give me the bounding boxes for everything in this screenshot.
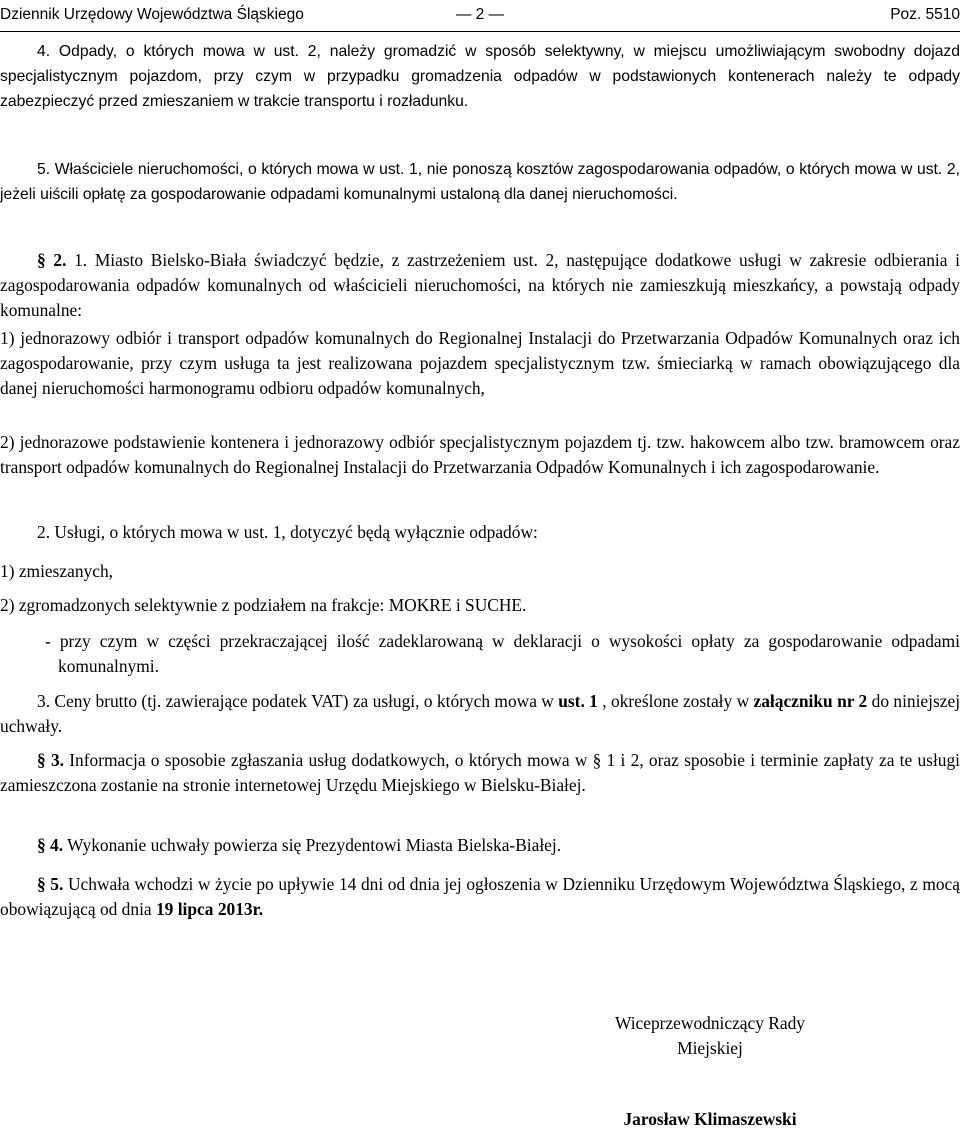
section-3-number: § 3.	[37, 750, 64, 770]
effective-date: 19 lipca 2013r.	[155, 899, 264, 919]
section-5-number: § 5.	[37, 874, 64, 894]
paragraph-2-2: 2. Usługi, o których mowa w ust. 1, dotyczyć będą wyłącznie odpadów:	[37, 522, 538, 542]
page-header	[0, 0, 960, 32]
page-number: — 2 —	[455, 6, 505, 23]
attachment-ref: załączniku nr 2	[753, 691, 868, 711]
list-item-2-2-2: 2) zgromadzonych selektywnie z podziałem na frakcje: MOKRE i SUCHE.	[0, 595, 527, 615]
position-number: Poz. 5510	[890, 6, 960, 23]
signature-name: Jarosław Klimaszewski	[623, 1109, 797, 1129]
paragraph-3: § 3. Informacja o sposobie zgłaszania usług dodatkowych, o których mowa w § 1 i 2, oraz sposobie i terminie zapłaty za te usługi zamieszczona zostanie na stronie internetowej Urzędu Miejskiego w Bielsku-Białej.	[0, 750, 960, 795]
list-item-2-2-1: 1) zmieszanych,	[0, 561, 113, 581]
paragraph-1-4: 4. Odpady, o których mowa w ust. 2, należy gromadzić w sposób selektywny, w miejscu umożliwiającym swobodny dojazd specjalistycznym pojazdom, przy czym w przypadku gromadzenia odpadów w podstawionych kontenerach należy te odpady zabezpieczyć przed zmieszaniem w trakcie transportu i rozładunku.	[0, 43, 960, 110]
section-2-intro: 1. Miasto Bielsko-Biała świadczyć będzie, z zastrzeżeniem ust. 2, następujące dodatkowe usługi w zakresie odbierania i zagospodarowania odpadów komunalnych od właścicieli nieruchomości, na których nie zamieszkują mieszkańcy, a powstają odpady komunalne:	[0, 250, 960, 320]
paragraph-1-5: 5. Właściciele nieruchomości, o których mowa w ust. 1, nie ponoszą kosztów zagospodarowania odpadów, o których mowa w ust. 2, jeżeli uiścili opłatę za gospodarowanie odpadami komunalnymi ustaloną dla danej nieruchomości.	[0, 161, 960, 203]
signature-title: Wiceprzewodniczący Rady Miejskiej	[614, 1013, 805, 1058]
list-dash-note: - przy czym w części przekraczającej ilość zadeklarowaną w deklaracji o wysokości opłaty za gospodarowanie odpadami komunalnymi.	[45, 631, 960, 676]
journal-title: Dziennik Urzędowy Województwa Śląskiego	[0, 6, 304, 23]
list-item-2-1-1: 1) jednorazowy odbiór i transport odpadów komunalnych do Regionalnej Instalacji do Przetwarzania Odpadów Komunalnych oraz ich zagospodarowanie, przy czym usługa ta jest realizowana pojazdem specjalistycznym tzw. śmieciarką w ramach obowiązującego dla danej nieruchomości harmonogramu odbioru odpadów komunalnych,	[0, 328, 960, 398]
section-2-number: § 2.	[37, 250, 67, 270]
paragraph-5: § 5. Uchwała wchodzi w życie po upływie 14 dni od dnia jej ogłoszenia w Dzienniku Urzędowym Województwa Śląskiego, z mocą obowiązującą od dnia 19 lipca 2013r.	[0, 874, 960, 919]
section-4-number: § 4.	[37, 835, 64, 855]
list-item-2-1-2: 2) jednorazowe podstawienie kontenera i jednorazowy odbiór specjalistycznym pojazdem tj. tzw. hakowcem albo tzw. bramowcem oraz transport odpadów komunalnych do Regionalnej Instalacji do Przetwarzania Odpadów Komunalnych i ich zagospodarowanie.	[0, 432, 960, 477]
ust-1-ref: ust. 1	[558, 691, 598, 711]
paragraph-2-1	[0, 248, 960, 323]
paragraph-2-3: 3. Ceny brutto (tj. zawierające podatek VAT) za usługi, o których mowa w ust. 1 , określone zostały w załączniku nr 2 do niniejszej uchwały.	[0, 691, 960, 736]
paragraph-4: § 4. Wykonanie uchwały powierza się Prezydentowi Miasta Bielska-Białej.	[37, 835, 562, 855]
